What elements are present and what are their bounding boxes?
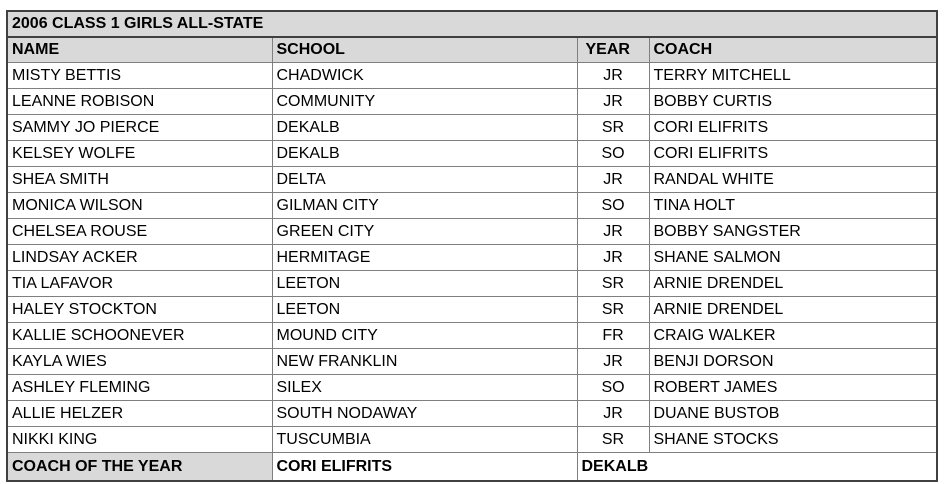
cell-name: HALEY STOCKTON [7,297,272,323]
cell-year: SO [577,375,649,401]
cell-name: SHEA SMITH [7,167,272,193]
header-row [7,37,937,63]
cell-school: NEW FRANKLIN [272,349,577,375]
cell-coach: BOBBY CURTIS [649,89,937,115]
cell-school: GREEN CITY [272,219,577,245]
coach-of-the-year-label: COACH OF THE YEAR [7,453,272,482]
cell-school: TUSCUMBIA [272,427,577,453]
coach-of-the-year-name: CORI ELIFRITS [272,453,577,482]
cell-year: JR [577,401,649,427]
cell-school: LEETON [272,297,577,323]
cell-school: SOUTH NODAWAY [272,401,577,427]
cell-year: JR [577,219,649,245]
cell-name: CHELSEA ROUSE [7,219,272,245]
table-row [7,63,937,89]
cell-year: JR [577,89,649,115]
table-row [7,297,937,323]
table-row [7,115,937,141]
cell-name: ALLIE HELZER [7,401,272,427]
cell-coach: TINA HOLT [649,193,937,219]
cell-year: SO [577,141,649,167]
cell-year: JR [577,167,649,193]
cell-year: SR [577,115,649,141]
cell-coach: SHANE SALMON [649,245,937,271]
cell-coach: RANDAL WHITE [649,167,937,193]
cell-coach: CRAIG WALKER [649,323,937,349]
title-row [7,11,937,37]
cell-coach: ROBERT JAMES [649,375,937,401]
table-body [7,11,937,481]
cell-name: KAYLA WIES [7,349,272,375]
cell-coach: TERRY MITCHELL [649,63,937,89]
cell-name: MISTY BETTIS [7,63,272,89]
cell-coach: ARNIE DRENDEL [649,271,937,297]
table-row [7,271,937,297]
table-row [7,141,937,167]
column-header-name: NAME [7,37,272,63]
table-row [7,375,937,401]
cell-year: FR [577,323,649,349]
cell-school: COMMUNITY [272,89,577,115]
table-row [7,167,937,193]
cell-year: SR [577,427,649,453]
table-row [7,323,937,349]
cell-name: LINDSAY ACKER [7,245,272,271]
column-header-year: YEAR [577,37,649,63]
coach-of-the-year-row [7,453,937,482]
cell-name: KELSEY WOLFE [7,141,272,167]
cell-year: SO [577,193,649,219]
column-header-school: SCHOOL [272,37,577,63]
cell-school: SILEX [272,375,577,401]
cell-school: CHADWICK [272,63,577,89]
cell-coach: BOBBY SANGSTER [649,219,937,245]
cell-coach: SHANE STOCKS [649,427,937,453]
table-row [7,401,937,427]
cell-name: KALLIE SCHOONEVER [7,323,272,349]
column-header-coach: COACH [649,37,937,63]
table-row [7,427,937,453]
table-row [7,245,937,271]
cell-school: DEKALB [272,115,577,141]
cell-year: JR [577,245,649,271]
coach-of-the-year-school: DEKALB [577,453,937,482]
all-state-table [6,10,938,482]
cell-name: LEANNE ROBISON [7,89,272,115]
cell-year: JR [577,63,649,89]
cell-name: ASHLEY FLEMING [7,375,272,401]
cell-coach: CORI ELIFRITS [649,141,937,167]
table-row [7,219,937,245]
cell-name: SAMMY JO PIERCE [7,115,272,141]
table-row [7,193,937,219]
cell-year: JR [577,349,649,375]
cell-name: NIKKI KING [7,427,272,453]
cell-school: LEETON [272,271,577,297]
cell-school: HERMITAGE [272,245,577,271]
cell-name: MONICA WILSON [7,193,272,219]
cell-school: DELTA [272,167,577,193]
cell-school: GILMAN CITY [272,193,577,219]
cell-school: DEKALB [272,141,577,167]
cell-year: SR [577,271,649,297]
cell-coach: CORI ELIFRITS [649,115,937,141]
cell-coach: BENJI DORSON [649,349,937,375]
cell-coach: ARNIE DRENDEL [649,297,937,323]
cell-coach: DUANE BUSTOB [649,401,937,427]
cell-school: MOUND CITY [272,323,577,349]
table-row [7,349,937,375]
table-row [7,89,937,115]
cell-year: SR [577,297,649,323]
cell-name: TIA LAFAVOR [7,271,272,297]
table-title: 2006 CLASS 1 GIRLS ALL-STATE [7,11,937,37]
